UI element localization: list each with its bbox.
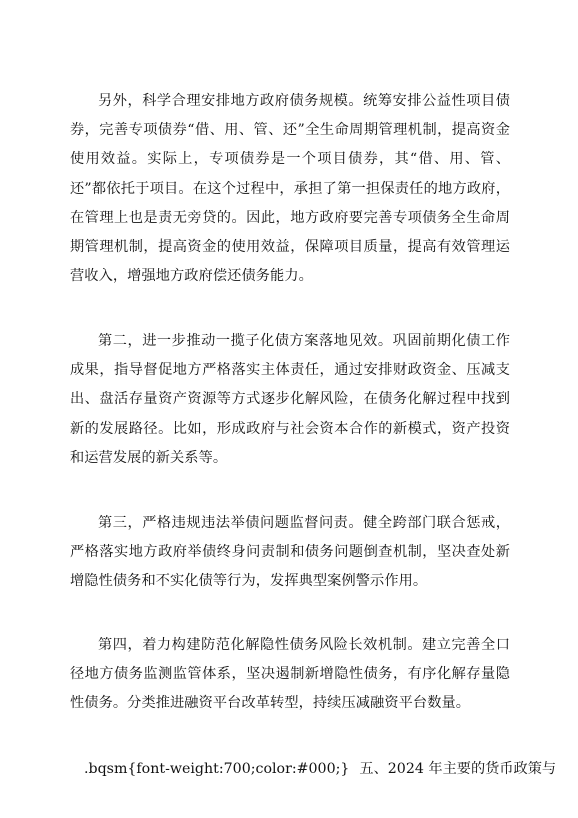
leaked-css-text: .bqsm{font-weight:700;color:#000;} — [84, 761, 350, 777]
paragraph-long-term-mechanism: 第四，着力构建防范化解隐性债务风险长效机制。建立完善全口径地方债务监测监管体系，坚决遏制新增隐性债务，有序化解存量隐性债务。分类推进融资平台改革转型，持续压减融资平台数量。 — [70, 637, 510, 712]
paragraph-debt-resolution-plan: 第二，进一步推动一揽子化债方案落地见效。巩固前期化债工作成果，指导督促地方严格落实主体责任，通过安排财政资金、压减支出、盘活存量资产资源等方式逐步化解风险，在债务化解过程中找到新的发展路径。比如，形成政府与社会资本合作的新模式，资产投资和运营发展的新关系等。 — [70, 333, 510, 466]
section-heading-monetary-policy: 五、2024 年主要的货币政策与 — [359, 761, 557, 777]
paragraph-debt-scale: 另外，科学合理安排地方政府债务规模。统筹安排公益性项目债券，完善专项债券“借、用、管、还”全生命周期管理机制，提高资金使用效益。实际上，专项债券是一个项目债券，其“借、用、管、还”都依托于项目。在这个过程中，承担了第一担保责任的地方政府，在管理上也是责无旁贷的。因此，地方政府要完善专项债务全生命周期管理机制，提高资金的使用效益，保障项目质量，提高有效管理运营收入，增强地方政府偿还债务能力。 — [70, 93, 510, 285]
section-tail-line — [84, 755, 557, 784]
paragraph-accountability: 第三，严格违规违法举债问题监督问责。健全跨部门联合惩戒，严格落实地方政府举债终身问责制和债务问题倒查机制，坚决查处新增隐性债务和不实化债等行为，发挥典型案例警示作用。 — [70, 515, 510, 590]
